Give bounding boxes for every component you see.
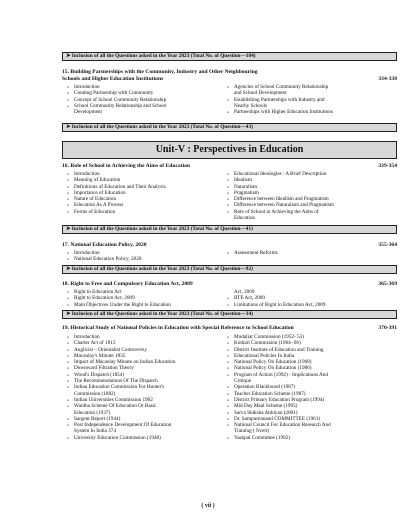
bullet-icon: »: [227, 96, 230, 102]
list-item: » National Policy On Education (1986): [227, 365, 312, 372]
bullet-icon: »: [67, 422, 70, 428]
bullet-icon: »: [227, 334, 230, 339]
bullet-icon: »: [67, 295, 70, 301]
bullet-icon: »: [227, 346, 230, 352]
list-item: » Agencies of School Community Relationship: [227, 84, 329, 90]
bullet-icon: »: [67, 352, 70, 358]
bullet-icon: »: [227, 196, 230, 202]
bullet-icon: »: [227, 390, 230, 396]
list-item: » Forms of Education: [67, 208, 116, 215]
inclusion-bar: ➤ Inclusion of all the Questions asked in the Year 2023 (Total No. of Question—41): [62, 225, 397, 234]
chapter-15-right-list: [226, 84, 396, 115]
bullet-icon: »: [227, 189, 230, 195]
list-item: » Importance of Education: [67, 189, 126, 196]
list-item: » Definitions of Education and Their Analysis: [67, 183, 166, 190]
list-item: » Right to Education Act: [67, 289, 122, 295]
bullet-icon: »: [227, 415, 230, 421]
chapter-16-right-list: [226, 171, 396, 221]
list-item: » Kothari Commission (1964- 66): [227, 340, 301, 347]
bullet-icon: »: [67, 365, 70, 371]
list-item: » Operation Blackboard (1987): [227, 384, 296, 391]
list-item: » The Recommendations Of The Dispatch: [67, 378, 158, 385]
list-item: » University Education Commission (1948): [67, 434, 161, 441]
bullet-icon: »: [67, 378, 70, 384]
list-item: » Impact of Macaulay Minute on Indian Education: [67, 359, 176, 366]
list-item: » Introduction: [67, 84, 100, 90]
list-item-continuation: Commission (1882): [74, 390, 116, 397]
list-item-continuation: and School Development: [234, 90, 287, 97]
list-item: » Assessment Reforms: [227, 250, 278, 256]
list-item: » Program of Action (1992) - Implications And: [227, 371, 328, 378]
list-item: » Education As A Process: [67, 202, 124, 209]
bullet-icon: »: [67, 202, 70, 208]
list-item-continuation: Education (1937): [74, 409, 111, 416]
bullet-icon: »: [227, 359, 230, 365]
list-item: » National Council For Education Research And: [227, 422, 331, 429]
inclusion-bar: ➤ Inclusion of all the Questions asked in the Year 2023 (Total No. of Question—34): [62, 310, 397, 319]
chapter-17-left-list: [66, 250, 226, 263]
inclusion-bar: ➤ Inclusion of all the Questions asked in the Year 2023 (Total No. of Question—184): [62, 52, 397, 61]
list-item: » District Institute of Education and Training: [227, 346, 324, 353]
chapter-18-right-list: [226, 289, 396, 308]
list-item: » Mudaliar Commission (1952- 53): [227, 334, 304, 340]
chapter-17-title: 17. National Education Policy, 2020: [62, 242, 147, 248]
chapter-16-title: 16. Role of School in Achieving the Aims of Education: [62, 163, 191, 169]
list-item: » Difference between Idealism and Pragmatism: [227, 196, 329, 203]
bullet-icon: »: [67, 289, 70, 294]
list-item: » Wardha Scheme Of Education Or Basic: [67, 403, 157, 410]
list-item: » Idealism: [227, 177, 252, 184]
list-item: » Teacher Education Scheme (1987): [227, 390, 306, 397]
list-item: » Downward Filtration Theory: [67, 365, 134, 372]
bullet-icon: »: [67, 434, 70, 440]
chapter-17-pages: 355-364: [378, 242, 397, 248]
list-item: » District Primary Education Program (1994): [227, 396, 325, 403]
bullet-icon: »: [67, 301, 70, 307]
bullet-icon: »: [67, 96, 70, 102]
list-item: » Wood's Dispatch (1854): [67, 371, 125, 378]
list-item: » Introduction: [67, 334, 100, 340]
chapter-19-pages: 370-391: [378, 325, 397, 331]
list-item-continuation: Development: [74, 109, 102, 116]
bullet-icon: »: [227, 208, 230, 214]
chapter-15-title-line1: 15. Building Partnerships with the Community, Industry and Other Neighbouring: [62, 69, 258, 75]
list-item-continuation: System In India 374: [74, 428, 116, 435]
bullet-icon: »: [227, 384, 230, 390]
list-item: » Partnerships with Higher Education Institutions: [227, 109, 333, 116]
bullet-icon: »: [67, 196, 70, 202]
list-item: » RTE Act, 2009: [227, 295, 265, 302]
bullet-icon: »: [227, 250, 230, 255]
list-item: » National Policy On Education (1968): [227, 359, 312, 366]
bullet-icon: »: [227, 403, 230, 409]
bullet-icon: »: [227, 177, 230, 183]
bullet-icon: »: [67, 250, 70, 255]
inclusion-bar: ➤ Inclusion of all the Questions asked in the Year 2023 (Total No. of Question—43): [62, 123, 397, 132]
list-item: » Role of School in Achieving the Aims of: [227, 208, 319, 215]
list-item: » Sarva Shiksha Abhiyan (2001): [227, 409, 298, 416]
bullet-icon: »: [67, 371, 70, 377]
list-item: » Dr. Sampurnanand COMMITTEE (1961): [227, 415, 321, 422]
list-item-continuation: Training ( Ncert): [234, 428, 270, 435]
bullet-icon: »: [227, 365, 230, 371]
list-item: » Macaulay's Minute 1835: [67, 352, 126, 359]
list-item: » Yashpal Committee (1992): [227, 434, 290, 441]
chapter-18-left-list: [66, 289, 226, 308]
list-item: » Mid Day Meal Scheme (1995): [227, 403, 298, 410]
bullet-icon: »: [67, 171, 70, 176]
list-item: » Limitations of Right to Education Act, 2009: [227, 301, 326, 308]
bullet-icon: »: [67, 359, 70, 365]
list-item: » Naturalism: [227, 183, 258, 190]
bullet-icon: »: [67, 334, 70, 339]
list-item-continuation: Nearby Schools: [234, 102, 267, 109]
bullet-icon: »: [67, 183, 70, 189]
bullet-icon: »: [67, 396, 70, 402]
page-number: ( vii ): [201, 503, 215, 509]
list-item: » Difference between Naturalism and Pragmatism: [227, 202, 334, 209]
bullet-icon: »: [67, 177, 70, 183]
list-item-continuation: Act, 2009: [234, 289, 255, 295]
chapter-19-left-list: [66, 334, 226, 441]
chapter-15-left-list: [66, 84, 226, 115]
bullet-icon: »: [67, 340, 70, 346]
list-item: » School Community Relationship and School: [67, 102, 167, 109]
bullet-icon: »: [67, 415, 70, 421]
bullet-icon: »: [227, 371, 230, 377]
chapter-16-left-list: [66, 171, 226, 215]
chapter-18-pages: 365-369: [378, 281, 397, 287]
list-item: » Meaning of Education: [67, 177, 121, 184]
list-item: » Pragmatism: [227, 189, 259, 196]
bullet-icon: »: [227, 295, 230, 301]
list-item: » National Education Policy, 2020: [67, 256, 142, 263]
chapter-17-right-list: [226, 250, 396, 256]
list-item: » Educational Ideologies : A Brief Description: [227, 171, 327, 177]
list-item: » Sargent Report (1944): [67, 415, 121, 422]
list-item: » Nature of Education: [67, 196, 117, 203]
inclusion-bar: ➤ Inclusion of all the Questions asked in the Year 2023 (Total No. of Question—92): [62, 265, 397, 274]
list-item: » Establishing Partnerships with Industry and: [227, 96, 325, 103]
bullet-icon: »: [227, 422, 230, 428]
bullet-icon: »: [227, 202, 230, 208]
list-item-continuation: Education: [234, 215, 256, 222]
bullet-icon: »: [227, 171, 230, 176]
list-item: » Introduction: [67, 171, 100, 177]
bullet-icon: »: [227, 340, 230, 346]
bullet-icon: »: [227, 396, 230, 402]
list-item: » Anglicist – Orientalist Controversy: [67, 346, 148, 353]
bullet-icon: »: [67, 403, 70, 409]
bullet-icon: »: [67, 90, 70, 96]
list-item: » Educational Policies In India: [227, 352, 295, 359]
bullet-icon: »: [227, 84, 230, 89]
bullet-icon: »: [67, 189, 70, 195]
list-item: » Right to Education Act, 2009: [67, 295, 135, 302]
bullet-icon: »: [227, 434, 230, 440]
list-item: » Charter Act of 1813: [67, 340, 116, 347]
list-item: » Indian Universities Commission 1902: [67, 396, 153, 403]
list-item-continuation: Critique: [234, 378, 252, 385]
bullet-icon: »: [67, 346, 70, 352]
list-item: » Post Independence Development Of Education: [67, 422, 172, 429]
bullet-icon: »: [227, 301, 230, 307]
chapter-15-title-line2: Schools and Higher Education Institutions: [62, 76, 164, 82]
bullet-icon: »: [227, 409, 230, 415]
unit-heading: Unit-V : Perspectives in Education: [62, 141, 397, 159]
bullet-icon: »: [67, 84, 70, 89]
chapter-19-right-list: [226, 334, 398, 441]
list-item: » Concept of School Community Relationship: [67, 96, 167, 103]
chapter-19-title: 19. Historical Study of National Policies in Education with Special Reference to School Education: [62, 325, 294, 331]
bullet-icon: »: [67, 256, 70, 262]
chapter-16-pages: 339-354: [378, 163, 397, 169]
chapter-18-title: 18. Right to Free and Compulsory Education Act, 2009: [62, 281, 193, 287]
bullet-icon: »: [67, 102, 70, 108]
bullet-icon: »: [67, 208, 70, 214]
bullet-icon: »: [227, 183, 230, 189]
bullet-icon: »: [227, 109, 230, 115]
list-item: » Creating Partnership with Community: [67, 90, 154, 97]
chapter-15-pages: 334-338: [378, 76, 397, 82]
bullet-icon: »: [227, 352, 230, 358]
bullet-icon: »: [67, 384, 70, 390]
list-item: » Main Objectives Under the Right to Education: [67, 301, 171, 308]
list-item: » Indian Education Commission For Hunter's: [67, 384, 165, 391]
list-item: » Introduction: [67, 250, 100, 256]
